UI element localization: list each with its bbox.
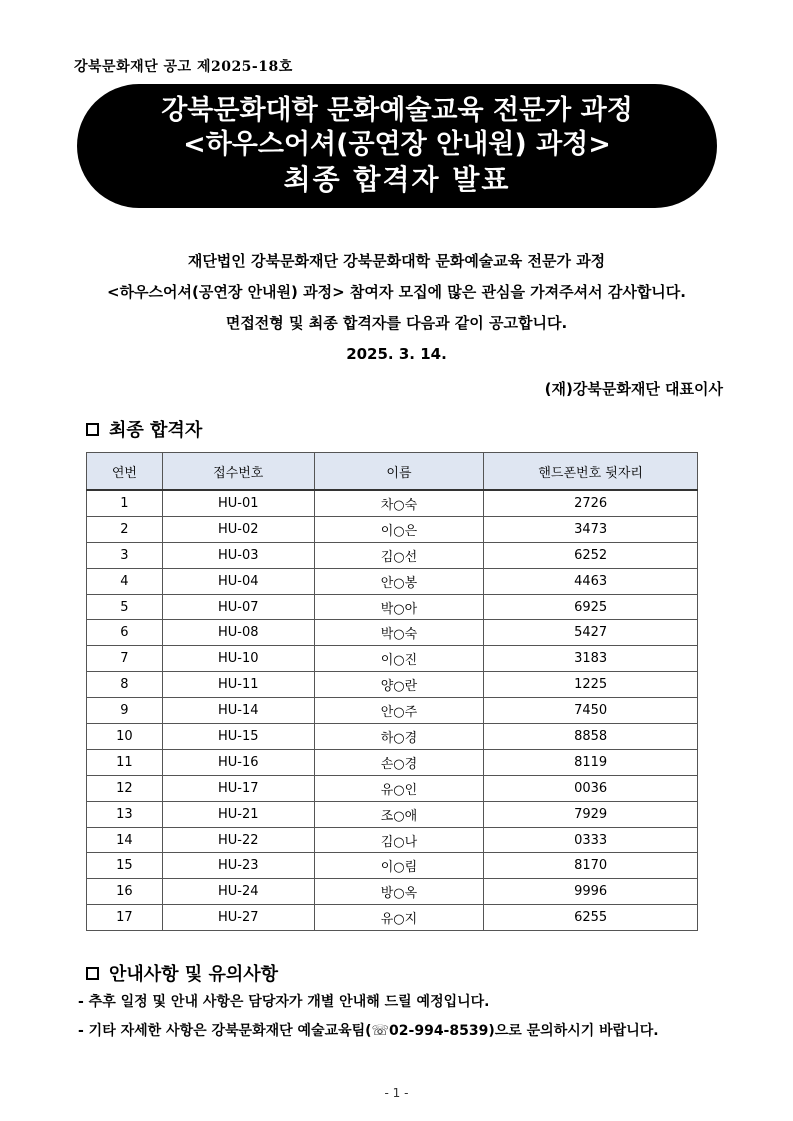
cell-reg-no: HU-10 [162,646,314,672]
cell-reg-no: HU-07 [162,594,314,620]
table-row [87,594,698,620]
cell-name: 차○숙 [314,490,484,516]
cell-name: 이○진 [314,646,484,672]
cell-seq: 3 [87,542,163,568]
cell-reg-no: HU-08 [162,620,314,646]
cell-phone-last: 7929 [484,801,698,827]
table-row [87,724,698,750]
header-name: 이름 [314,453,484,491]
table-row [87,749,698,775]
cell-seq: 13 [87,801,163,827]
cell-name: 손○경 [314,749,484,775]
header-phone-last: 핸드폰번호 뒷자리 [484,453,698,491]
section-notes-label: 안내사항 및 유의사항 [109,964,279,985]
section-final-passers [86,416,202,442]
cell-seq: 5 [87,594,163,620]
section-final-passers-label: 최종 합격자 [109,420,203,441]
cell-seq: 17 [87,905,163,931]
header-seq: 연번 [87,453,163,491]
cell-name: 하○경 [314,724,484,750]
cell-seq: 4 [87,568,163,594]
cell-seq: 2 [87,516,163,542]
table-row [87,542,698,568]
cell-name: 박○숙 [314,620,484,646]
cell-name: 유○지 [314,905,484,931]
page-number: - 1 - [384,1086,409,1100]
cell-seq: 11 [87,749,163,775]
cell-reg-no: HU-04 [162,568,314,594]
cell-name: 이○은 [314,516,484,542]
cell-phone-last: 6255 [484,905,698,931]
table-header-row [87,453,698,491]
table-row [87,620,698,646]
cell-reg-no: HU-15 [162,724,314,750]
cell-seq: 8 [87,672,163,698]
header-reg-no: 접수번호 [162,453,314,491]
cell-phone-last: 8119 [484,749,698,775]
intro-line-3: 면접전형 및 최종 합격자를 다음과 같이 공고합니다. [225,314,568,332]
cell-name: 조○애 [314,801,484,827]
title-line-2: <하우스어셔(공연장 안내원) 과정> [183,129,611,160]
table-row [87,672,698,698]
note-item: - 추후 일정 및 안내 사항은 담당자가 개별 안내해 드릴 예정입니다. [78,994,490,1010]
cell-reg-no: HU-01 [162,490,314,516]
cell-reg-no: HU-03 [162,542,314,568]
cell-seq: 12 [87,775,163,801]
cell-seq: 1 [87,490,163,516]
section-notes [86,960,278,986]
checkbox-square-icon [86,967,99,980]
cell-name: 안○봉 [314,568,484,594]
cell-name: 김○나 [314,827,484,853]
cell-name: 양○란 [314,672,484,698]
signature: (재)강북문화재단 대표이사 [544,380,723,398]
cell-seq: 14 [87,827,163,853]
cell-phone-last: 2726 [484,490,698,516]
title-line-3: 최종 합격자 발표 [283,163,511,196]
table-row [87,516,698,542]
cell-seq: 15 [87,853,163,879]
cell-phone-last: 5427 [484,620,698,646]
cell-reg-no: HU-02 [162,516,314,542]
table-row [87,646,698,672]
cell-reg-no: HU-21 [162,801,314,827]
cell-name: 안○주 [314,698,484,724]
cell-name: 이○림 [314,853,484,879]
title-banner [77,84,717,208]
table-row [87,827,698,853]
notice-date: 2025. 3. 14. [346,345,447,363]
title-line-1: 강북문화대학 문화예술교육 전문가 과정 [161,95,633,126]
cell-phone-last: 0036 [484,775,698,801]
cell-name: 유○인 [314,775,484,801]
cell-seq: 7 [87,646,163,672]
cell-reg-no: HU-24 [162,879,314,905]
checkbox-square-icon [86,423,99,436]
table-row [87,905,698,931]
cell-reg-no: HU-11 [162,672,314,698]
cell-reg-no: HU-23 [162,853,314,879]
cell-phone-last: 3183 [484,646,698,672]
table-row [87,490,698,516]
cell-phone-last: 3473 [484,516,698,542]
intro-paragraph [60,246,733,370]
cell-seq: 10 [87,724,163,750]
table-row [87,698,698,724]
cell-phone-last: 8858 [484,724,698,750]
cell-phone-last: 1225 [484,672,698,698]
cell-name: 박○아 [314,594,484,620]
cell-phone-last: 9996 [484,879,698,905]
table-row [87,568,698,594]
cell-phone-last: 4463 [484,568,698,594]
cell-reg-no: HU-22 [162,827,314,853]
table-row [87,853,698,879]
cell-name: 방○옥 [314,879,484,905]
cell-phone-last: 6925 [484,594,698,620]
cell-phone-last: 8170 [484,853,698,879]
notice-number: 강북문화재단 공고 제2025-18호 [74,59,293,75]
cell-reg-no: HU-17 [162,775,314,801]
cell-phone-last: 0333 [484,827,698,853]
cell-reg-no: HU-27 [162,905,314,931]
cell-reg-no: HU-16 [162,749,314,775]
cell-phone-last: 6252 [484,542,698,568]
table-row [87,879,698,905]
results-table [86,452,698,931]
cell-seq: 16 [87,879,163,905]
cell-phone-last: 7450 [484,698,698,724]
table-row [87,801,698,827]
note-item: - 기타 자세한 사항은 강북문화재단 예술교육팀(☏02-994-8539)으로 문의하시기 바랍니다. [78,1023,659,1039]
cell-name: 김○선 [314,542,484,568]
intro-line-2: <하우스어셔(공연장 안내원) 과정> 참여자 모집에 많은 관심을 가져주셔서 감사합니다. [107,283,686,301]
table-row [87,775,698,801]
intro-line-1: 재단법인 강북문화재단 강북문화대학 문화예술교육 전문가 과정 [187,252,606,270]
cell-seq: 6 [87,620,163,646]
notes-list [78,988,659,1046]
cell-reg-no: HU-14 [162,698,314,724]
cell-seq: 9 [87,698,163,724]
